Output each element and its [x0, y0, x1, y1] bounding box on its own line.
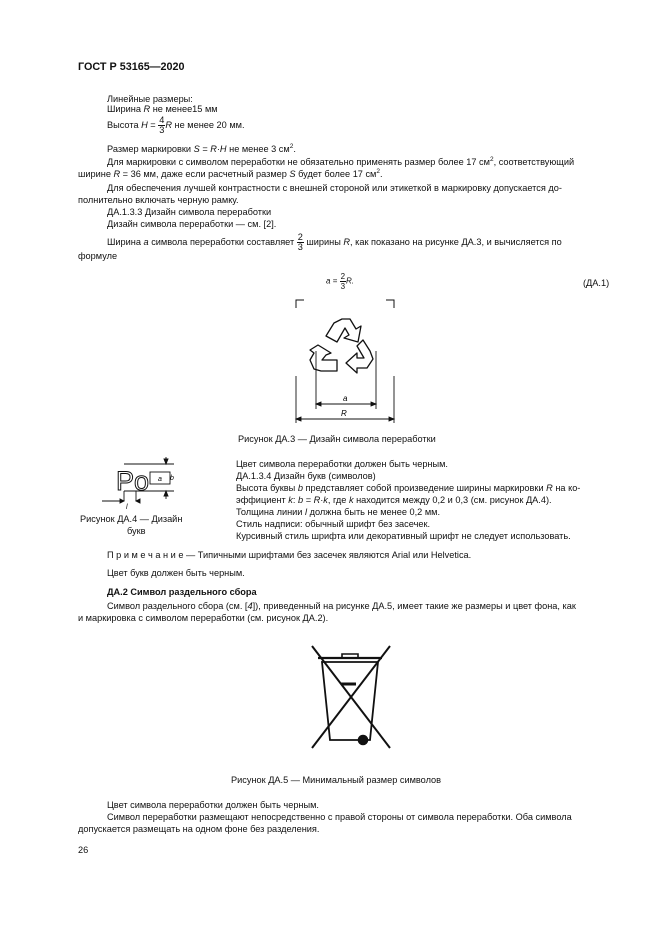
section-da2-title: ДА.2 Символ раздельного сбора [107, 587, 257, 597]
note: П р и м е ч а н и е — Типичными шрифтами без засечек являются Arial или Helvetica. [107, 550, 472, 560]
dim-label-a-letters: a [158, 476, 162, 483]
equation-da1: a = $\frac{2}{3}$ R. [326, 272, 355, 291]
figure-da4-caption-2: букв [127, 526, 146, 536]
dim-label-l: l [126, 504, 128, 510]
final-color-text: Цвет символа переработки должен быть черным. [107, 800, 319, 810]
equation-number: (ДА.1) [583, 278, 610, 288]
paragraph-1-line-2: ширине R = 36 мм, даже если расчетный размер S будет более 17 $см^2$. [78, 168, 383, 179]
paragraph-1-line-1: Для маркировки с символом переработки не обязательно применять размер более 17 $см^2$, соответствующий [107, 156, 575, 167]
section-da134-title: ДА.1.3.4 Дизайн букв (символов) [236, 471, 376, 481]
section-da133-title: ДА.1.3.3 Дизайн символа переработки [107, 207, 272, 217]
document-id: ГОСТ Р 53165—2020 [78, 61, 185, 73]
figure-da5-caption: Рисунок ДА.5 — Минимальный размер символов [231, 775, 442, 785]
final-placement-line-1: Символ переработки размещают непосредственно с правой стороны от символа переработки. Оба символа [107, 812, 572, 822]
height-line: Высота H = $\frac{4}{3}$ R не менее 20 мм. [107, 115, 245, 135]
font-style-text: Стиль надписи: обычный шрифт без засечек. [236, 519, 431, 529]
crossed-bin-icon [310, 644, 395, 754]
width-a-line: Ширина a символа переработки составляет $\frac{2}{3}$ ширины R, как показано на рисунке ДА.3, и вычисляется по [107, 232, 562, 252]
design-reference: Дизайн символа переработки — см. [2]. [107, 219, 277, 229]
figure-da4-caption-1: Рисунок ДА.4 — Дизайн [80, 514, 183, 524]
formula-word: формуле [78, 251, 118, 261]
corner-marks [296, 300, 394, 308]
line-thickness-text: Толщина линии l должна быть не менее 0,2 мм. [236, 507, 441, 517]
recycle-icon [310, 319, 373, 373]
sample-letters: Po [116, 466, 150, 496]
dim-label-a: a [343, 394, 348, 403]
bin-drawing [312, 646, 390, 748]
letters-black-text: Цвет букв должен быть черным. [107, 568, 245, 578]
color-black-text: Цвет символа переработки должен быть черным. [236, 459, 448, 469]
dim-label-b: b [170, 475, 174, 482]
dim-label-R: R [341, 409, 347, 418]
paragraph-2-line-1: Для обеспечения лучшей контрастности с внешней стороной или этикеткой в маркировку допускается до- [107, 183, 562, 193]
width-line: Ширина R не менее15 мм [107, 104, 218, 114]
letters-figure [100, 455, 185, 510]
italic-font-text: Курсивный стиль шрифта или декоративный шрифт не следует использовать. [236, 531, 571, 541]
letter-height-line-1: Высота буквы b представляет собой произведение ширины маркировки R на ко- [236, 483, 581, 493]
marking-size-line: Размер маркировки S = R·H не менее 3 $см^2$. [107, 143, 296, 154]
figure-da3-caption: Рисунок ДА.3 — Дизайн символа переработки [238, 434, 436, 444]
recycling-figure [290, 296, 400, 431]
paragraph-2-line-2: полнительно включать черную рамку. [78, 195, 239, 205]
separate-collection-line-2: и маркировка с символом переработки (см. рисунок ДА.2). [78, 613, 329, 623]
page-number: 26 [78, 845, 89, 855]
separate-collection-line-1: Символ раздельного сбора (см. [4]), приведенный на рисунке ДА.5, имеет такие же размеры и цвет фона, как [107, 601, 576, 611]
letter-height-line-2: эффициент k: b = R·k, где k находится между 0,2 и 0,3 (см. рисунок ДА.4). [236, 495, 552, 505]
linear-sizes-label: Линейные размеры: [107, 94, 193, 104]
final-placement-line-2: допускается размещать на одном фоне без разделения. [78, 824, 320, 834]
